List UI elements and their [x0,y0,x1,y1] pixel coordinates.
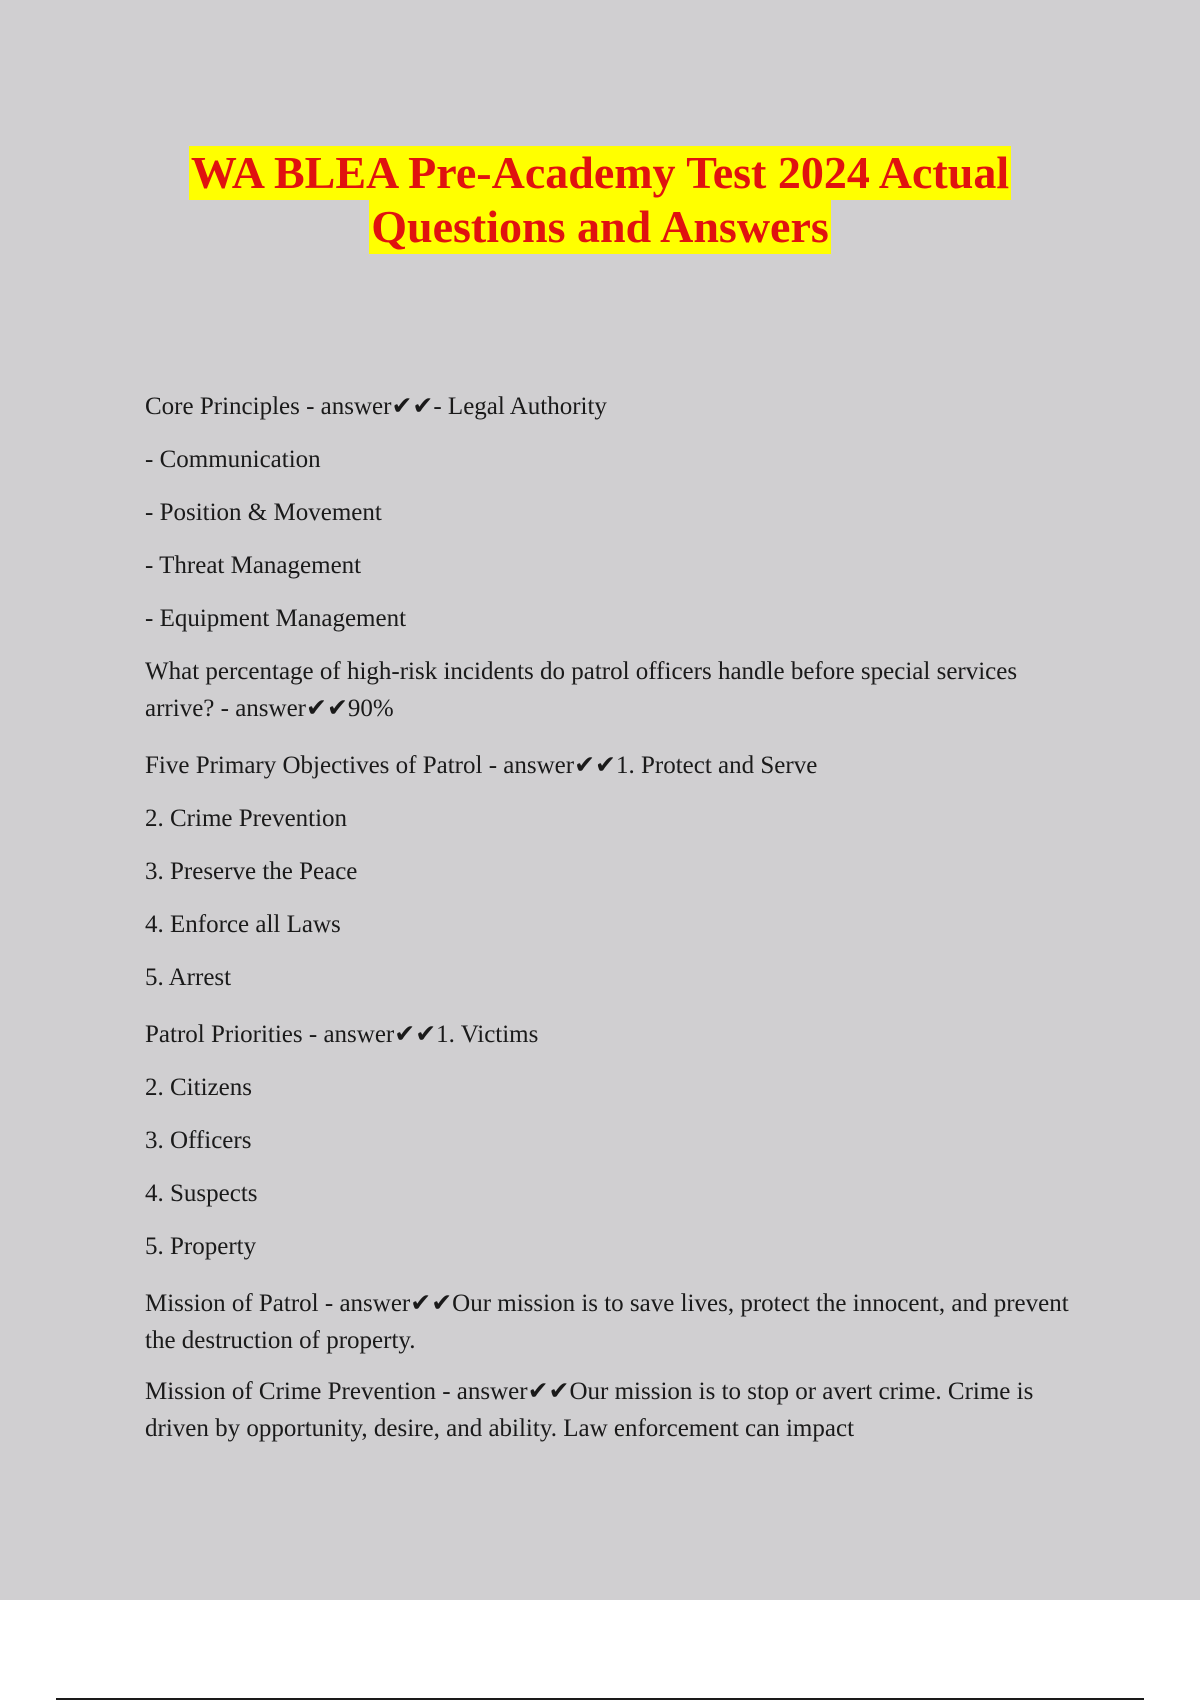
qa-line: Patrol Priorities - answer✔✔1. Victims [145,1021,539,1048]
qa-line: - Position & Movement [145,499,382,526]
qa-line: 4. Suspects [145,1180,258,1207]
qa-line: Mission of Crime Prevention - answer✔✔Our mission is to stop or avert crime. Crime is driven by opportunity, desire, and ability. Law enforcement can impact [145,1378,1034,1442]
qa-line: Core Principles - answer✔✔- Legal Authority [145,393,607,420]
qa-line: 4. Enforce all Laws [145,911,341,938]
qa-line: 5. Arrest [145,964,232,991]
qa-line: 5. Property [145,1233,257,1260]
qa-line: Five Primary Objectives of Patrol - answer✔✔1. Protect and Serve [145,752,818,779]
page-title [0,146,1200,254]
title-line-2: Questions and Answers [371,201,829,252]
qa-line: 3. Preserve the Peace [145,858,358,885]
qa-line: - Threat Management [145,552,362,579]
qa-content [145,388,1075,1447]
title-line-1: WA BLEA Pre-Academy Test 2024 Actual [190,147,1010,198]
qa-line: What percentage of high-risk incidents do patrol officers handle before special services arrive? - answer✔✔90% [145,658,1018,722]
qa-line: Mission of Patrol - answer✔✔Our mission is to save lives, protect the innocent, and prevent the destruction of property. [145,1290,1069,1354]
qa-line: - Equipment Management [145,605,407,632]
qa-line: 3. Officers [145,1127,252,1154]
qa-line: 2. Crime Prevention [145,805,348,832]
qa-line: 2. Citizens [145,1074,252,1101]
qa-line: - Communication [145,446,321,473]
